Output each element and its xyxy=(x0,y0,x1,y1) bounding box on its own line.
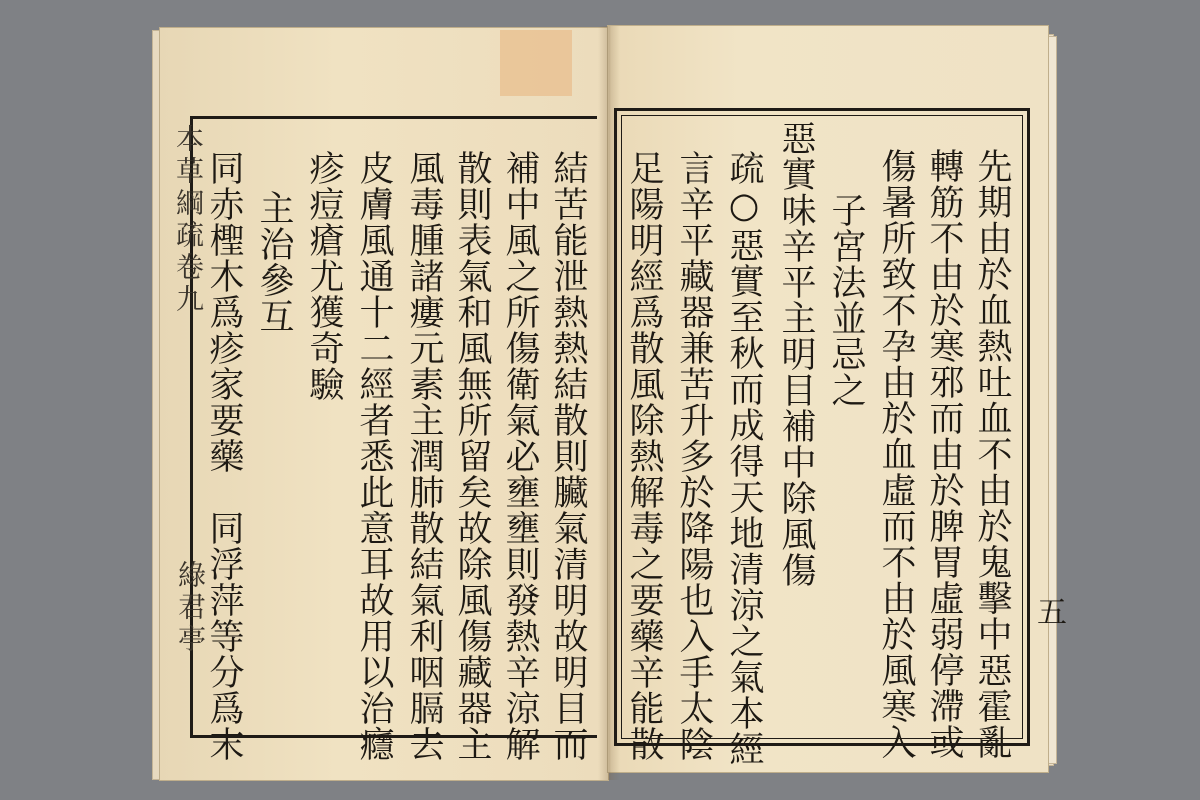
right-page-column-3: 傷暑所致不孕由於血虛而不由於風寒入 xyxy=(876,148,916,760)
left-page-column-5: 皮膚風通十二經者悉此意耳故用以治癮 xyxy=(354,150,394,762)
left-page-column-2: 補中風之所傷衛氣必壅壅則發熱辛涼解 xyxy=(500,150,540,762)
left-page-column-7: 主治參互 xyxy=(254,190,294,334)
spine-publisher: 綠君亭 xyxy=(174,560,207,656)
page-number: 五 xyxy=(1031,596,1066,626)
seal-stain xyxy=(500,30,572,96)
right-page-column-6: 疏○惡實至秋而成得天地清涼之氣本經 xyxy=(724,150,764,767)
right-page-column-2: 轉筋不由於寒邪而由於脾胃虛弱停滯或 xyxy=(924,148,964,760)
left-page-column-8: 同赤檉木爲疹家要藥 同浮萍等分爲末 xyxy=(204,150,244,762)
right-page-column-5: 惡實味辛平主明目補中除風傷 xyxy=(776,120,816,588)
right-page-column-1: 先期由於血熱吐血不由於鬼擊中惡霍亂 xyxy=(972,148,1012,760)
right-page-column-8: 足陽明經爲散風除熱解毒之要藥辛能散 xyxy=(624,150,664,762)
left-page-column-4: 風毒腫諸瘻元素主潤肺散結氣利咽膈去 xyxy=(404,150,444,762)
left-page-column-1: 結苦能泄熱熱結散則臟氣清明故明目而 xyxy=(548,150,588,762)
spine-title: 本草綱疏卷九 xyxy=(172,124,205,316)
right-page-column-7: 言辛平藏器兼苦升多於降陽也入手太陰 xyxy=(674,150,714,762)
left-page-column-6: 疹痘瘡尤獲奇驗 xyxy=(304,150,344,402)
left-page-column-3: 散則表氣和風無所留矣故除風傷藏器主 xyxy=(452,150,492,762)
right-page-column-4: 子宮法並忌之 xyxy=(826,192,866,408)
